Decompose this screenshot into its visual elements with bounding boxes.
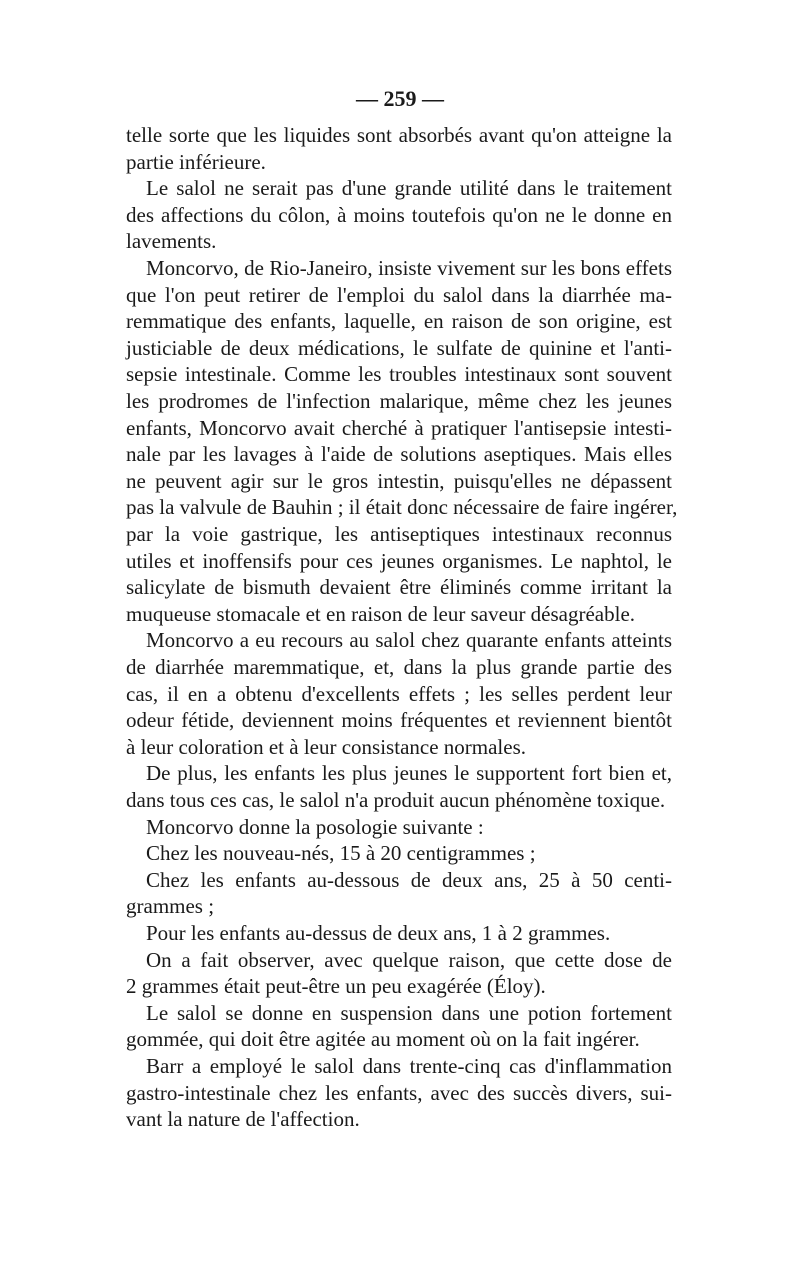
text-line: cas, il en a obtenu d'excellents effets ; les selles perdent leur	[126, 681, 672, 706]
text-line: salicylate de bismuth devaient être éliminés comme irritant la	[126, 575, 672, 600]
text-line: ne peuvent agir sur le gros intestin, puisqu'elles ne dépassent	[126, 468, 672, 493]
text-line: Chez les nouveau-nés, 15 à 20 centigrammes ;	[146, 841, 536, 866]
text-line: 2 grammes était peut-être un peu exagérée (Éloy).	[126, 974, 546, 999]
text-line: telle sorte que les liquides sont absorbés avant qu'on atteigne la	[126, 123, 672, 147]
page-number: — 259 —	[356, 86, 444, 111]
text-line: que l'on peut retirer de l'emploi du salol dans la diarrhée ma-	[126, 282, 672, 307]
text-line: utiles et inoffensifs pour ces jeunes organismes. Le naphtol, le	[126, 548, 672, 573]
text-line: Barr a employé le salol dans trente-cinq cas d'inflammation	[146, 1054, 672, 1078]
text-line: des affections du côlon, à moins toutefois qu'on ne le donne en	[126, 202, 672, 227]
text-line: De plus, les enfants les plus jeunes le supportent fort bien et,	[146, 761, 672, 786]
text-line: Le salol ne serait pas d'une grande utilité dans le traitement	[146, 176, 672, 201]
text-line: par la voie gastrique, les antiseptiques intestinaux reconnus	[126, 522, 672, 546]
text-line: de diarrhée maremmatique, et, dans la plus grande partie des	[126, 655, 672, 679]
text-line: Le salol se donne en suspension dans une potion fortement	[146, 1000, 672, 1025]
text-line: Moncorvo a eu recours au salol chez quarante enfants atteints	[146, 628, 672, 653]
text-line: muqueuse stomacale et en raison de leur saveur désagréable.	[126, 601, 636, 626]
text-line: nale par les lavages à l'aide de solutions aseptiques. Mais elles	[126, 442, 672, 467]
text-line: lavements.	[126, 229, 217, 254]
text-line: partie inférieure.	[126, 149, 266, 174]
text-line: gommée, qui doit être agitée au moment où on la fait ingérer.	[126, 1027, 640, 1052]
text-line: Moncorvo donne la posologie suivante :	[146, 814, 484, 839]
text-line: Pour les enfants au-dessus de deux ans, 1 à 2 grammes.	[146, 921, 611, 945]
text-line: dans tous ces cas, le salol n'a produit aucun phénomène toxique.	[126, 788, 666, 812]
text-line: justiciable de deux médications, le sulfate de quinine et l'anti-	[126, 335, 672, 360]
text-line: Chez les enfants au-dessous de deux ans, 25 à 50 centi-	[146, 867, 672, 892]
text-line: remmatique des enfants, laquelle, en raison de son origine, est	[126, 309, 672, 334]
text-line: grammes ;	[126, 894, 215, 919]
text-line: sepsie intestinale. Comme les troubles intestinaux sont souvent	[126, 362, 672, 387]
text-line: les prodromes de l'infection malarique, même chez les jeunes	[126, 389, 672, 413]
text-line: vant la nature de l'affection.	[126, 1107, 360, 1132]
text-line: à leur coloration et à leur consistance normales.	[126, 734, 527, 759]
text-line: pas la valvule de Bauhin ; il était donc nécessaire de faire ingérer,	[126, 495, 678, 520]
text-line: On a fait observer, avec quelque raison, que cette dose de	[146, 947, 672, 972]
text-line: Moncorvo, de Rio-Janeiro, insiste vivement sur les bons effets	[146, 256, 672, 280]
text-line: odeur fétide, deviennent moins fréquentes et reviennent bientôt	[126, 708, 672, 733]
text-line: gastro-intestinale chez les enfants, avec des succès divers, sui-	[126, 1080, 672, 1105]
text-line: enfants, Moncorvo avait cherché à pratiquer l'antisepsie intesti-	[126, 415, 672, 440]
